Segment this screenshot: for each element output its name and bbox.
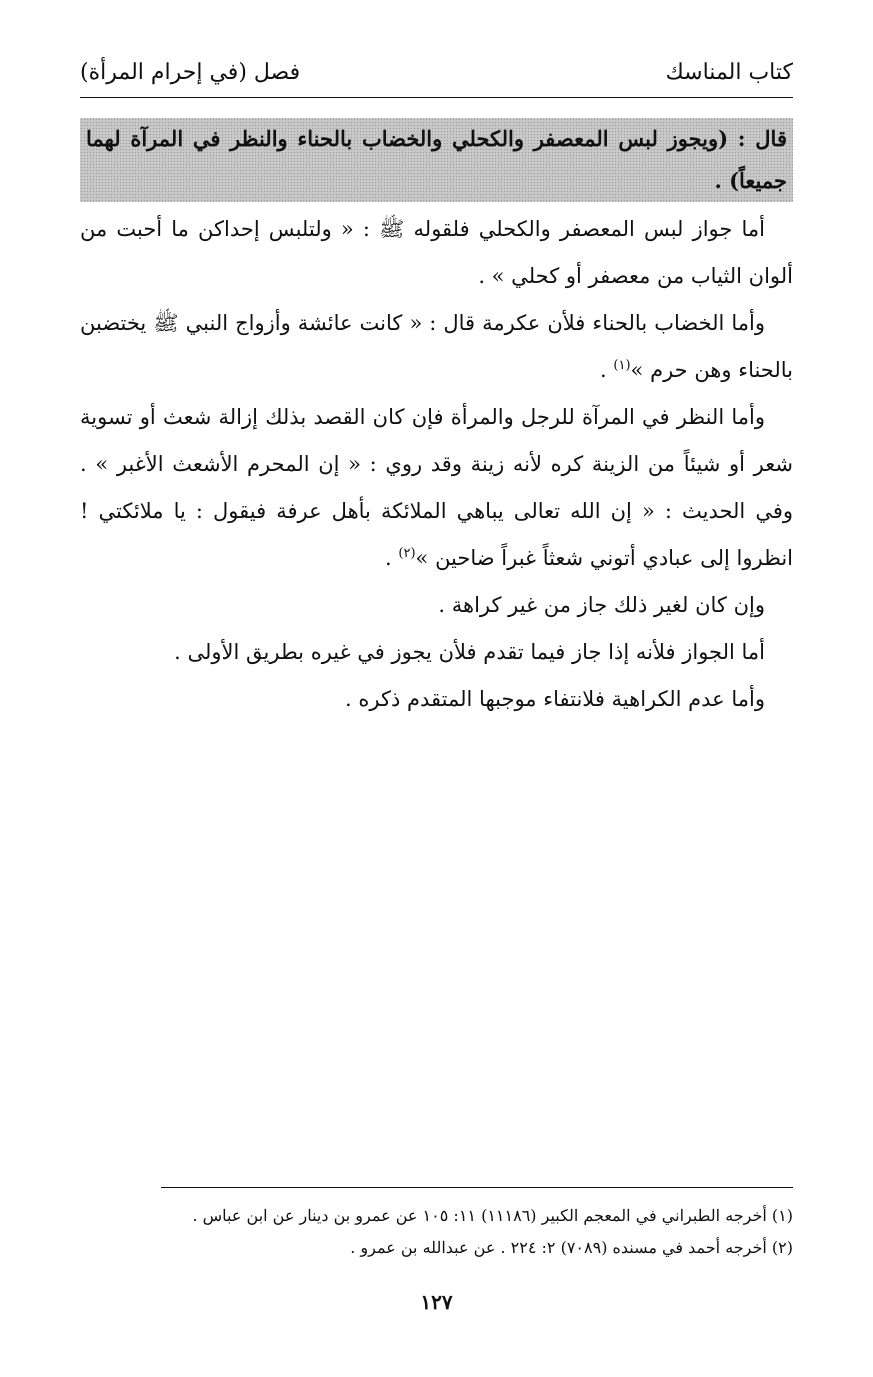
main-text: [80, 118, 793, 723]
section-title: فصل (في إحرام المرأة): [80, 59, 301, 85]
header-divider: [80, 97, 793, 98]
footnotes: [80, 1200, 793, 1264]
paragraph-3: [80, 394, 793, 582]
footnote-ref-2[interactable]: (٢): [398, 546, 416, 561]
paragraph-2: [80, 300, 793, 394]
closing-line-2: أما الجواز فلأنه إذا جاز فيما تقدم فلأن يجوز في غيره بطريق الأولى .: [174, 640, 765, 664]
closing-line-1: وإن كان لغير ذلك جاز من غير كراهة .: [438, 593, 765, 617]
book-title: كتاب المناسك: [665, 59, 793, 85]
running-header: [80, 52, 793, 92]
footnote-ref-1[interactable]: (١): [613, 358, 631, 373]
footnote-2: (٢) أخرجه أحمد في مسنده (٧٠٨٩) ٢: ٢٢٤ . عن عبدالله بن عمرو .: [350, 1238, 793, 1257]
paragraph-3-text: وأما النظر في المرآة للرجل والمرأة فإن كان القصد بذلك إزالة شعث أو تسوية شعر أو شيئاً من الزينة كره لأنه زينة وقد روي : « إن المحرم الأشعث الأغبر » . وفي الحديث : « إن الله تعالى يباهي الملائكة بأهل عرفة فيقول : يا ملائكتي ! انظروا إلى عبادي أتوني شعثاً غبراً ضاحين »: [80, 405, 793, 570]
paragraph-1: [80, 206, 793, 300]
page-number: ١٢٧: [420, 1290, 453, 1314]
paragraph-1-text: أما جواز لبس المعصفر والكحلي فلقوله ﷺ : « ولتلبس إحداكن ما أحبت من ألوان الثياب من معصفر أو كحلي » .: [80, 217, 793, 288]
paragraph-2-text: وأما الخضاب بالحناء فلأن عكرمة قال : « كانت عائشة وأزواج النبي ﷺ يختضبن بالحناء وهن حرم »: [80, 311, 793, 382]
closing-line-3: وأما عدم الكراهية فلانتفاء موجبها المتقدم ذكره .: [345, 687, 765, 711]
footnote-divider: [161, 1187, 793, 1188]
section-heading: قال : (ويجوز لبس المعصفر والكحلي والخضاب بالحناء والنظر في المرآة لهما جميعاً) .: [80, 118, 793, 202]
paragraph-2-tail: .: [600, 358, 614, 382]
paragraph-3-tail: .: [385, 546, 399, 570]
footnote-1: (١) أخرجه الطبراني في المعجم الكبير (١١١٨٦) ١١: ١٠٥ عن عمرو بن دينار عن ابن عباس .: [192, 1206, 793, 1225]
